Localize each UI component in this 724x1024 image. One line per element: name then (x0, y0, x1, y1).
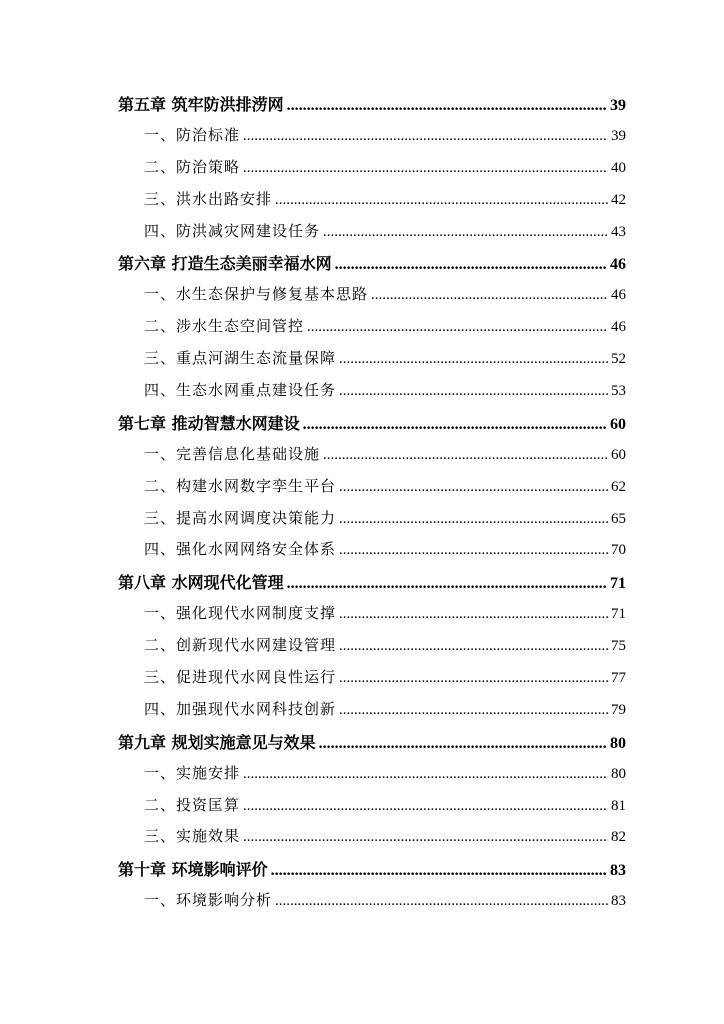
toc-page-number: 71 (611, 606, 626, 623)
toc-chapter-entry[interactable] (118, 92, 626, 124)
toc-entry-title: 二、创新现代水网建设管理 (144, 636, 337, 655)
toc-dot-leader (335, 256, 607, 274)
toc-page-number: 71 (610, 575, 626, 593)
toc-dot-leader (339, 542, 608, 559)
toc-entry-title: 一、防治标准 (144, 125, 241, 144)
toc-section-entry[interactable] (118, 507, 626, 539)
toc-page-number: 62 (611, 478, 626, 495)
toc-dot-leader (323, 224, 608, 241)
toc-entry-title: 一、环境影响分析 (144, 891, 273, 910)
toc-dot-leader (271, 862, 607, 880)
toc-dot-leader (275, 192, 608, 209)
toc-section-entry[interactable] (118, 188, 626, 220)
toc-page-number: 39 (611, 127, 626, 144)
toc-page-number: 83 (610, 862, 626, 880)
toc-section-entry[interactable] (118, 538, 626, 570)
toc-entry-title: 四、强化水网网络安全体系 (144, 540, 337, 559)
toc-dot-leader (243, 766, 608, 783)
toc-section-entry[interactable] (118, 475, 626, 507)
toc-page-number: 79 (611, 701, 626, 718)
toc-section-entry[interactable] (118, 220, 626, 252)
toc-chapter-entry[interactable] (118, 251, 626, 283)
toc-page-number: 39 (610, 97, 626, 114)
toc-page-number: 40 (611, 159, 626, 176)
toc-page-number: 52 (611, 351, 626, 368)
toc-dot-leader (243, 128, 608, 145)
toc-page-number: 82 (611, 829, 626, 846)
toc-page-number: 77 (611, 670, 626, 687)
toc-dot-leader (371, 287, 608, 304)
toc-entry-title: 二、涉水生态空间管控 (144, 317, 305, 336)
toc-chapter-entry[interactable] (118, 857, 626, 889)
toc-dot-leader (307, 319, 608, 336)
toc-entry-title: 第六章 打造生态美丽幸福水网 (118, 254, 332, 274)
toc-page-number: 83 (611, 893, 626, 910)
toc-section-entry[interactable] (118, 762, 626, 794)
toc-page-number: 43 (611, 223, 626, 240)
toc-dot-leader (323, 447, 608, 464)
toc-entry-title: 一、实施安排 (144, 763, 241, 782)
toc-dot-leader (339, 383, 608, 400)
toc-section-entry[interactable] (118, 889, 626, 921)
toc-dot-leader (339, 351, 608, 368)
toc-entry-title: 三、洪水出路安排 (144, 189, 273, 208)
toc-entry-title: 四、加强现代水网科技创新 (144, 699, 337, 718)
toc-dot-leader (319, 735, 607, 753)
toc-page-number: 70 (611, 542, 626, 559)
toc-entry-title: 第九章 规划实施意见与效果 (118, 732, 316, 752)
toc-dot-leader (339, 702, 608, 719)
toc-page-number: 80 (610, 734, 626, 752)
toc-chapter-entry[interactable] (118, 570, 626, 602)
toc-dot-leader (339, 479, 608, 496)
toc-section-entry[interactable] (118, 379, 626, 411)
toc-page-number: 65 (611, 510, 626, 527)
toc-entry-title: 二、防治策略 (144, 157, 241, 176)
toc-page-number: 53 (611, 383, 626, 400)
toc-page-number: 75 (611, 638, 626, 655)
toc-entry-title: 三、提高水网调度决策能力 (144, 508, 337, 527)
toc-section-entry[interactable] (118, 825, 626, 857)
toc-entry-title: 第十章 环境影响评价 (118, 860, 268, 880)
toc-section-entry[interactable] (118, 283, 626, 315)
toc-entry-title: 第五章 筑牢防洪排涝网 (118, 95, 284, 114)
toc-page-number: 46 (611, 319, 626, 336)
toc-section-entry[interactable] (118, 698, 626, 730)
toc-section-entry[interactable] (118, 602, 626, 634)
toc-dot-leader (339, 606, 608, 623)
toc-entry-title: 一、水生态保护与修复基本思路 (144, 285, 369, 304)
toc-chapter-entry[interactable] (118, 411, 626, 443)
toc-section-entry[interactable] (118, 315, 626, 347)
toc-dot-leader (339, 638, 608, 655)
toc-dot-leader (339, 670, 608, 687)
toc-page-number: 60 (611, 446, 626, 463)
toc-page-number: 46 (611, 287, 626, 304)
toc-section-entry[interactable] (118, 347, 626, 379)
toc-entry-title: 一、完善信息化基础设施 (144, 444, 321, 463)
toc-entry-title: 第七章 推动智慧水网建设 (118, 413, 300, 433)
toc-section-entry[interactable] (118, 794, 626, 826)
toc-entry-title: 四、生态水网重点建设任务 (144, 381, 337, 400)
toc-dot-leader (339, 511, 608, 528)
toc-entry-title: 三、实施效果 (144, 827, 241, 846)
toc-dot-leader (287, 575, 607, 593)
toc-entry-title: 三、重点河湖生态流量保障 (144, 349, 337, 368)
toc-section-entry[interactable] (118, 156, 626, 188)
toc-entry-title: 二、构建水网数字孪生平台 (144, 476, 337, 495)
toc-dot-leader (303, 416, 607, 434)
toc-page-number: 60 (610, 415, 626, 433)
toc-dot-leader (243, 798, 608, 815)
table-of-contents (118, 92, 626, 921)
toc-entry-title: 二、投资匡算 (144, 795, 241, 814)
toc-section-entry[interactable] (118, 124, 626, 156)
toc-page-number: 42 (611, 191, 626, 208)
toc-dot-leader (243, 160, 608, 177)
toc-dot-leader (287, 97, 607, 115)
toc-page-number: 80 (611, 765, 626, 782)
toc-dot-leader (275, 893, 608, 910)
toc-entry-title: 三、促进现代水网良性运行 (144, 668, 337, 687)
toc-section-entry[interactable] (118, 443, 626, 475)
toc-page-number: 81 (611, 797, 626, 814)
toc-page-number: 46 (610, 256, 626, 274)
toc-section-entry[interactable] (118, 666, 626, 698)
toc-section-entry[interactable] (118, 634, 626, 666)
toc-entry-title: 四、防洪减灾网建设任务 (144, 221, 321, 240)
toc-entry-title: 第八章 水网现代化管理 (118, 573, 284, 593)
toc-entry-title: 一、强化现代水网制度支撑 (144, 604, 337, 623)
toc-chapter-entry[interactable] (118, 730, 626, 762)
toc-dot-leader (243, 829, 608, 846)
